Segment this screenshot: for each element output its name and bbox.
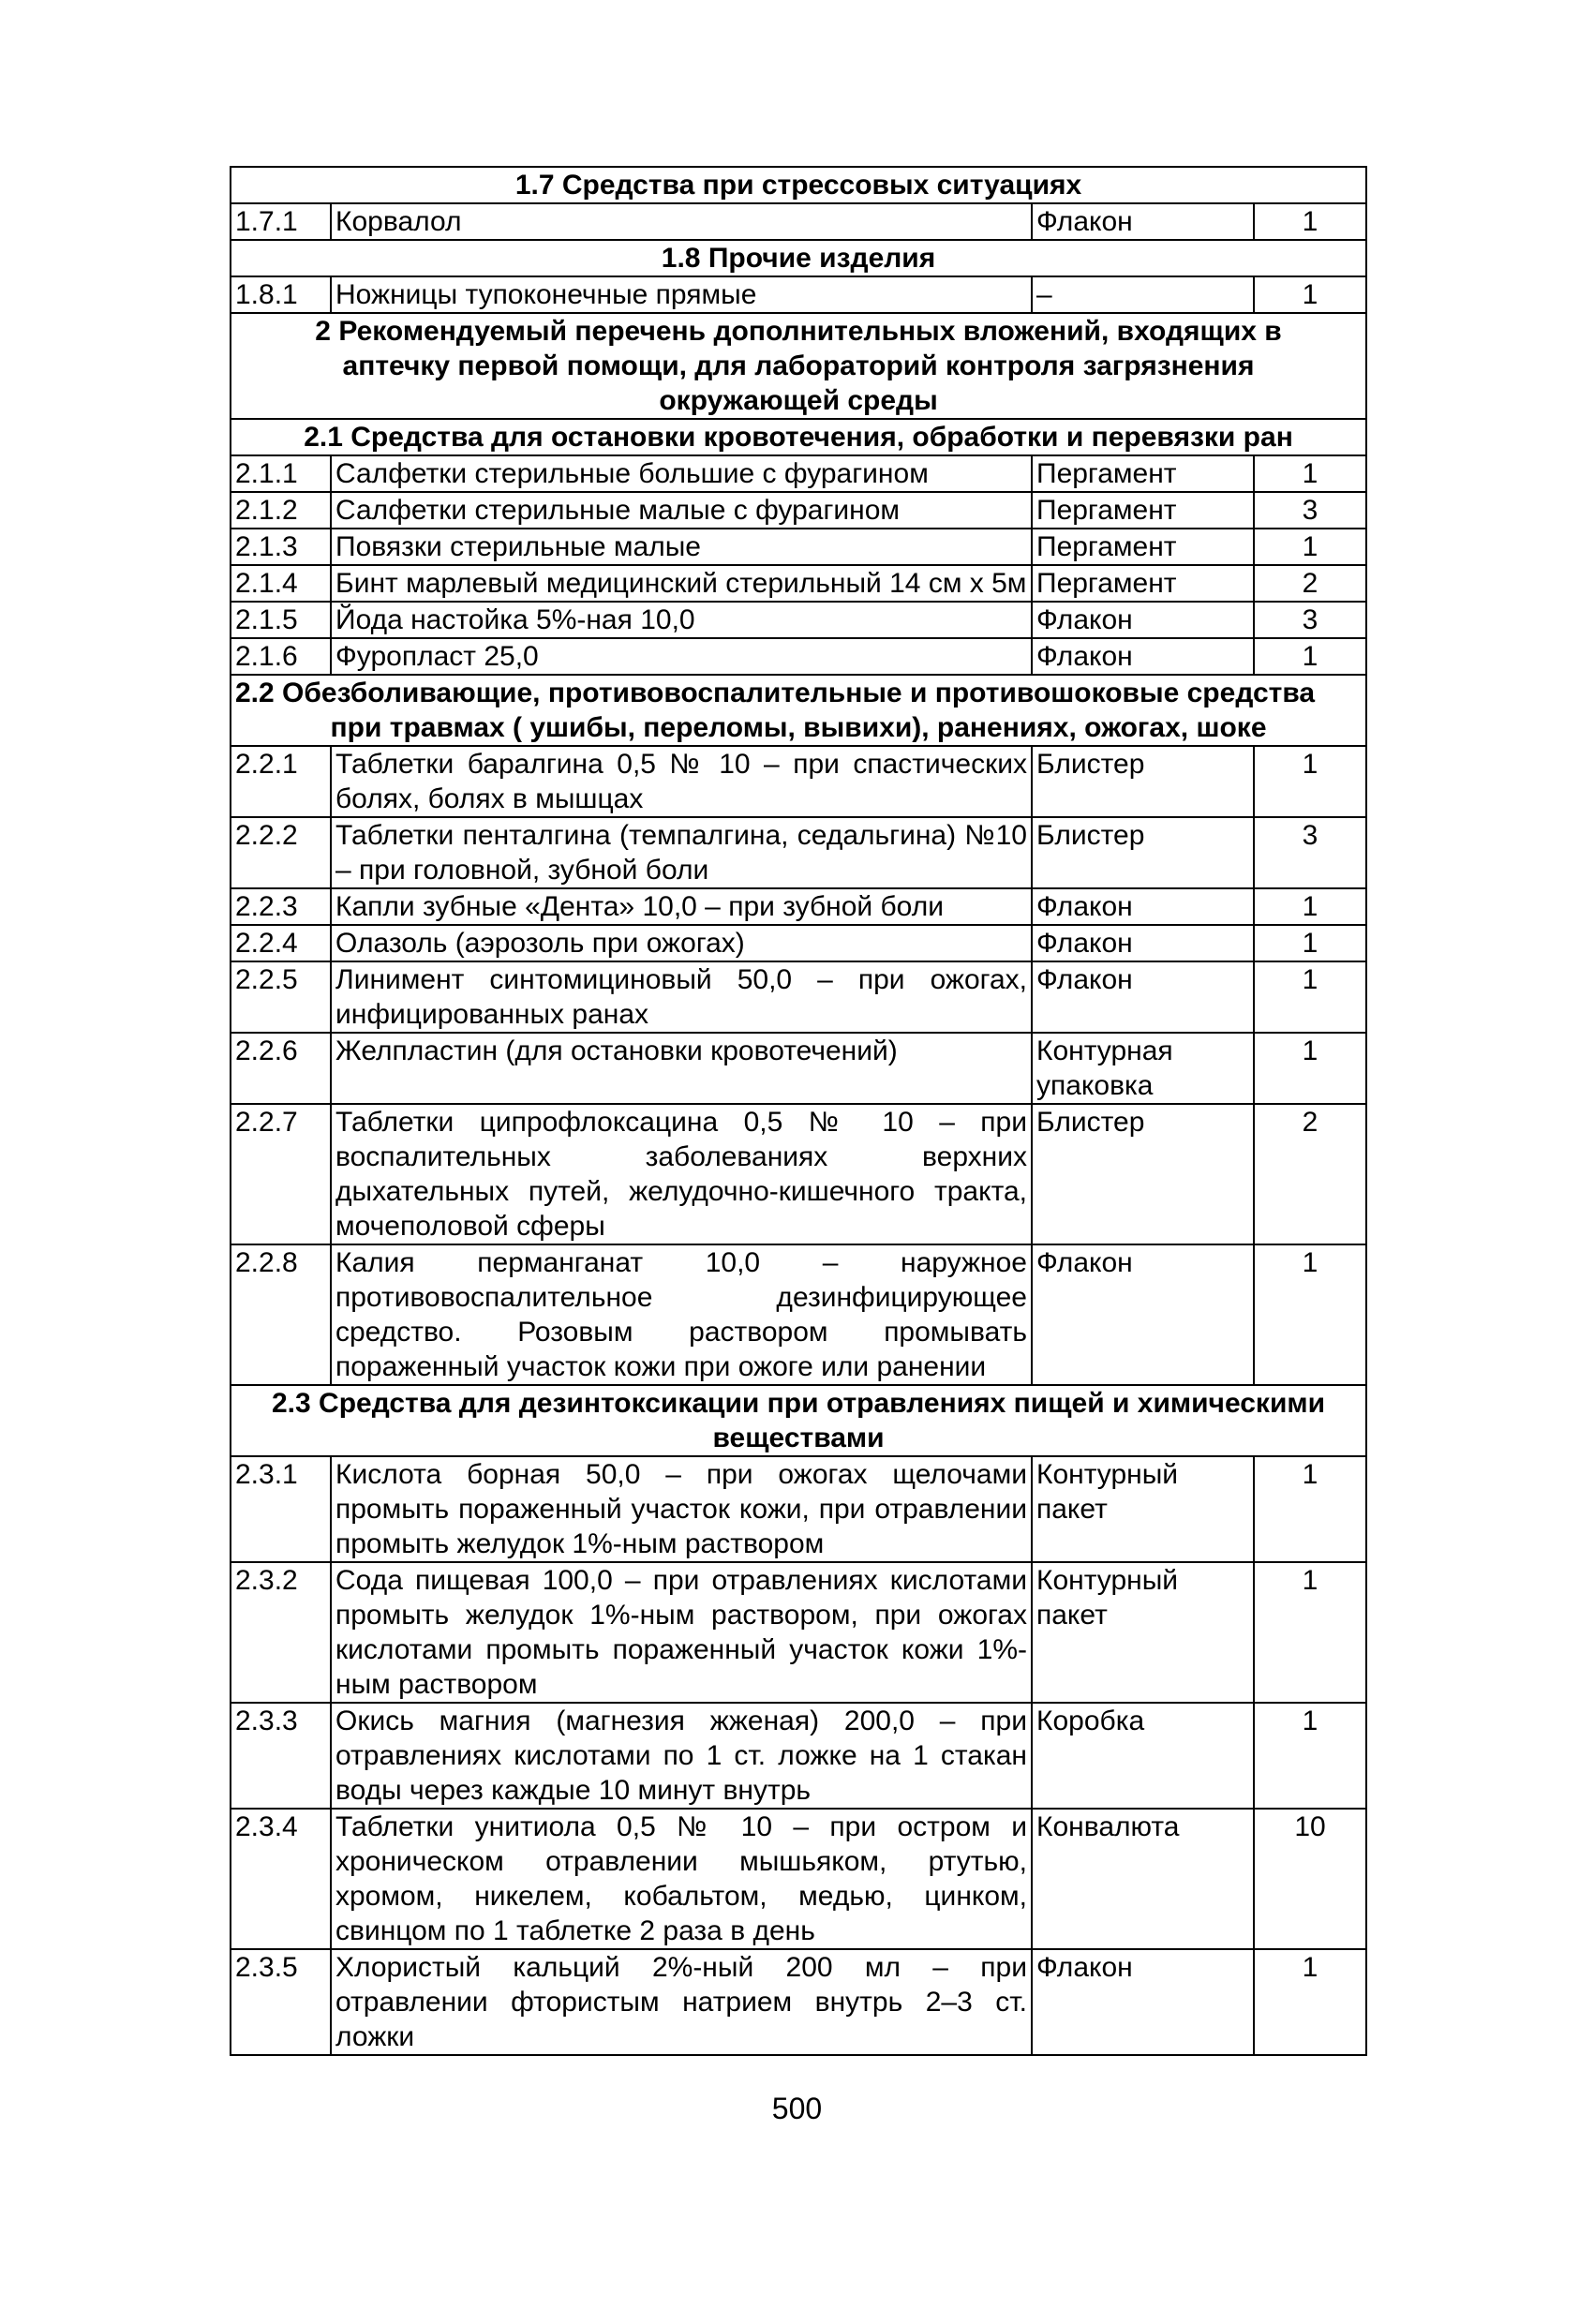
item-quantity: 1 <box>1254 888 1366 925</box>
item-quantity: 1 <box>1254 746 1366 817</box>
item-packaging: Флакон <box>1032 1949 1254 2055</box>
item-description: Йода настойка 5%-ная 10,0 <box>331 602 1032 638</box>
item-description: Фуропласт 25,0 <box>331 638 1032 675</box>
table-row <box>231 602 1366 638</box>
item-number: 2.2.7 <box>231 1104 331 1244</box>
item-number: 2.2.3 <box>231 888 331 925</box>
table-row <box>231 925 1366 961</box>
item-quantity: 1 <box>1254 961 1366 1033</box>
section-heading: 2.2 Обезболивающие, противовоспалительные и противошоковые средства при травмах ( ушибы, переломы, вывихи), ранениях, ожогах, шоке <box>231 675 1366 746</box>
item-number: 2.1.6 <box>231 638 331 675</box>
table-row <box>231 492 1366 529</box>
section-heading: 2.3 Средства для дезинтоксикации при отравлениях пищей и химическими веществами <box>231 1385 1366 1456</box>
item-quantity: 1 <box>1254 455 1366 492</box>
item-quantity: 1 <box>1254 1456 1366 1562</box>
item-packaging: Пергамент <box>1032 455 1254 492</box>
table-row <box>231 529 1366 565</box>
table-row <box>231 1562 1366 1703</box>
item-description: Хлористый кальций 2%-ный 200 мл – при отравлении фтористым натрием внутрь 2–3 ст. ложки <box>331 1949 1032 2055</box>
item-description: Таблетки унитиола 0,5 № 10 – при остром и хроническом отравлении мышьяком, ртутью, хромом, никелем, кобальтом, медью, цинком, свинцом по 1 таблетке 2 раза в день <box>331 1809 1032 1949</box>
item-packaging: Блистер <box>1032 1104 1254 1244</box>
item-number: 2.1.1 <box>231 455 331 492</box>
table-row <box>231 746 1366 817</box>
item-number: 2.3.1 <box>231 1456 331 1562</box>
item-packaging: Пергамент <box>1032 565 1254 602</box>
section-heading: 2 Рекомендуемый перечень дополнительных вложений, входящих в аптечку первой помощи, для лабораторий контроля загрязнения окружающей среды <box>231 313 1366 419</box>
item-quantity: 1 <box>1254 1244 1366 1385</box>
table-row <box>231 961 1366 1033</box>
item-quantity: 1 <box>1254 203 1366 240</box>
table-row <box>231 1244 1366 1385</box>
item-packaging: Коробка <box>1032 1703 1254 1809</box>
table-row <box>231 565 1366 602</box>
item-packaging: Контурная упаковка <box>1032 1033 1254 1104</box>
section-row <box>231 167 1366 203</box>
item-packaging: Флакон <box>1032 602 1254 638</box>
item-packaging: – <box>1032 276 1254 313</box>
item-packaging: Контурный пакет <box>1032 1456 1254 1562</box>
item-number: 2.3.5 <box>231 1949 331 2055</box>
table-row <box>231 1033 1366 1104</box>
table-row <box>231 276 1366 313</box>
item-quantity: 1 <box>1254 1703 1366 1809</box>
item-quantity: 2 <box>1254 565 1366 602</box>
section-row <box>231 1385 1366 1456</box>
table-row <box>231 817 1366 888</box>
item-description: Таблетки ципрофлоксацина 0,5 № 10 – при воспалительных заболеваниях верхних дыхательных путей, желудочно-кишечного тракта, мочеполовой сферы <box>331 1104 1032 1244</box>
item-packaging: Флакон <box>1032 1244 1254 1385</box>
item-packaging: Флакон <box>1032 888 1254 925</box>
item-quantity: 1 <box>1254 1033 1366 1104</box>
item-packaging: Контурный пакет <box>1032 1562 1254 1703</box>
item-number: 2.1.2 <box>231 492 331 529</box>
item-quantity: 3 <box>1254 492 1366 529</box>
table-row <box>231 1456 1366 1562</box>
item-description: Корвалол <box>331 203 1032 240</box>
section-row <box>231 240 1366 276</box>
item-number: 2.3.3 <box>231 1703 331 1809</box>
item-description: Окись магния (магнезия жженая) 200,0 – при отравлениях кислотами по 1 ст. ложке на 1 стакан воды через каждые 10 минут внутрь <box>331 1703 1032 1809</box>
item-number: 2.1.3 <box>231 529 331 565</box>
item-number: 2.2.5 <box>231 961 331 1033</box>
item-quantity: 1 <box>1254 1949 1366 2055</box>
item-description: Салфетки стерильные малые с фурагином <box>331 492 1032 529</box>
item-number: 2.1.4 <box>231 565 331 602</box>
item-quantity: 2 <box>1254 1104 1366 1244</box>
item-packaging: Флакон <box>1032 203 1254 240</box>
item-quantity: 1 <box>1254 1562 1366 1703</box>
table-row <box>231 203 1366 240</box>
item-number: 1.7.1 <box>231 203 331 240</box>
item-packaging: Флакон <box>1032 925 1254 961</box>
item-number: 2.2.6 <box>231 1033 331 1104</box>
item-packaging: Пергамент <box>1032 529 1254 565</box>
item-quantity: 3 <box>1254 602 1366 638</box>
page-number: 500 <box>771 2092 823 2125</box>
section-row <box>231 675 1366 746</box>
item-packaging: Блистер <box>1032 817 1254 888</box>
item-quantity: 1 <box>1254 925 1366 961</box>
item-number: 2.3.2 <box>231 1562 331 1703</box>
item-quantity: 3 <box>1254 817 1366 888</box>
item-description: Кислота борная 50,0 – при ожогах щелочами промыть пораженный участок кожи, при отравлении промыть желудок 1%-ным раствором <box>331 1456 1032 1562</box>
item-description: Калия перманганат 10,0 – наружное противовоспалительное дезинфицирующее средство. Розовым раствором промывать пораженный участок кожи при ожоге или ранении <box>331 1244 1032 1385</box>
item-packaging: Блистер <box>1032 746 1254 817</box>
item-number: 1.8.1 <box>231 276 331 313</box>
table-row <box>231 1809 1366 1949</box>
section-row <box>231 313 1366 419</box>
item-number: 2.3.4 <box>231 1809 331 1949</box>
section-heading: 1.7 Средства при стрессовых ситуациях <box>231 167 1366 203</box>
item-quantity: 1 <box>1254 276 1366 313</box>
item-packaging: Пергамент <box>1032 492 1254 529</box>
table-body <box>231 167 1366 2055</box>
item-packaging: Флакон <box>1032 638 1254 675</box>
item-quantity: 1 <box>1254 638 1366 675</box>
item-quantity: 1 <box>1254 529 1366 565</box>
item-number: 2.2.4 <box>231 925 331 961</box>
supplies-table <box>230 166 1367 2056</box>
section-heading: 2.1 Средства для остановки кровотечения, обработки и перевязки ран <box>231 419 1366 455</box>
table-row <box>231 455 1366 492</box>
item-description: Олазоль (аэрозоль при ожогах) <box>331 925 1032 961</box>
item-description: Сода пищевая 100,0 – при отравлениях кислотами промыть желудок 1%-ным раствором, при ожогах кислотами промыть пораженный участок кожи 1%-ным раствором <box>331 1562 1032 1703</box>
item-number: 2.2.1 <box>231 746 331 817</box>
section-heading: 1.8 Прочие изделия <box>231 240 1366 276</box>
item-description: Таблетки пенталгина (темпалгина, седальгина) №10 – при головной, зубной боли <box>331 817 1032 888</box>
table-row <box>231 888 1366 925</box>
item-description: Бинт марлевый медицинский стерильный 14 см х 5м <box>331 565 1032 602</box>
item-description: Ножницы тупоконечные прямые <box>331 276 1032 313</box>
item-packaging: Конвалюта <box>1032 1809 1254 1949</box>
section-row <box>231 419 1366 455</box>
table-row <box>231 638 1366 675</box>
item-description: Повязки стерильные малые <box>331 529 1032 565</box>
item-number: 2.2.8 <box>231 1244 331 1385</box>
item-description: Желпластин (для остановки кровотечений) <box>331 1033 1032 1104</box>
table-row <box>231 1949 1366 2055</box>
item-number: 2.1.5 <box>231 602 331 638</box>
item-number: 2.2.2 <box>231 817 331 888</box>
item-description: Таблетки баралгина 0,5 № 10 – при спастических болях, болях в мышцах <box>331 746 1032 817</box>
item-description: Салфетки стерильные большие с фурагином <box>331 455 1032 492</box>
item-description: Линимент синтомициновый 50,0 – при ожогах, инфицированных ранах <box>331 961 1032 1033</box>
item-description: Капли зубные «Дента» 10,0 – при зубной боли <box>331 888 1032 925</box>
item-quantity: 10 <box>1254 1809 1366 1949</box>
table-row <box>231 1104 1366 1244</box>
table-row <box>231 1703 1366 1809</box>
item-packaging: Флакон <box>1032 961 1254 1033</box>
